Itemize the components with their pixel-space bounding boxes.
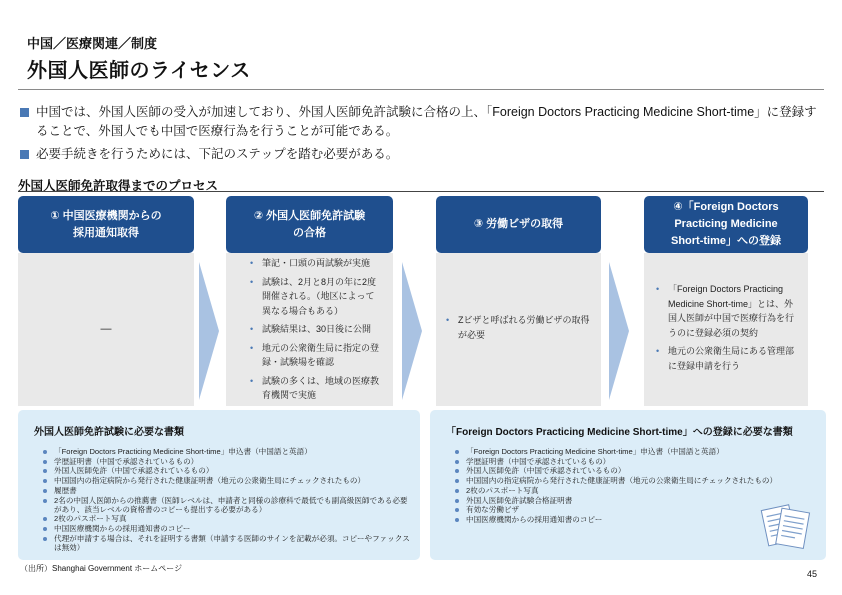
bullet-intro — [20, 103, 826, 141]
step-1-title-line: 採用通知取得 — [73, 226, 139, 239]
panel-item: 外国人医師免許（中国で承認されているもの） — [466, 466, 816, 475]
panel-item: 代理が申請する場合は、それを証明する書類（申請する医師のサインを記載が必須。コピーやファックスは無効） — [54, 533, 410, 553]
step-3-item: • Zビザと呼ばれる労働ビザの取得が必要 — [458, 313, 591, 342]
panel-item: 中国国内の指定病院から発行された健康証明書（地元の公衆衛生局にチェックされたもの） — [466, 476, 816, 485]
step-2-title-line: ② 外国人医師免許試験 — [253, 209, 366, 222]
bullet-text: 中国では、外国人医師の受入が加速しており、外国人医師免許試験に合格の上、「Foreign Doctors Practicing Medicine Short-time」に登録することで、外国人でも中国で医療行為を行うことが可能である。 — [36, 105, 817, 138]
step-3-body — [436, 253, 601, 406]
panel-item: 2枚のパスポート写真 — [466, 486, 816, 495]
step-2-body — [226, 253, 393, 406]
step-1-title-line: ① 中国医療機関からの — [50, 209, 162, 222]
square-bullet-icon — [20, 108, 29, 117]
step-2-item: • 試験の多くは、地域の医療教育機関で実施 — [262, 374, 383, 403]
step-2-title-line: の合格 — [293, 226, 326, 239]
step-4-item: • 「Foreign Doctors Practicing Medicine Short-time」とは、外国人医師が中国で医療行為を行うのに登録必須の契約 — [668, 282, 798, 340]
step-arrow-icon — [402, 262, 422, 400]
bullet-steps — [20, 145, 826, 164]
step-2-item: • 筆記・口頭の両試験が実施 — [262, 256, 383, 271]
step-4-header — [644, 196, 808, 253]
panel-item: 中国国内の指定病院から発行された健康証明書（地元の公衆衛生局にチェックされたもの） — [54, 476, 410, 485]
panel-item: 「Foreign Doctors Practicing Medicine Short-time」申込書（中国語と英語） — [54, 447, 410, 456]
step-2-item: • 地元の公衆衛生局に指定の登録・試験場を確認 — [262, 341, 383, 370]
panel-item: 学歴証明書（中国で承認されているもの） — [54, 457, 410, 466]
panel-item: 外国人医師免許試験合格証明書 — [466, 496, 816, 505]
step-4-title-line: ④「Foreign Doctors — [673, 201, 779, 213]
panel-item: 学歴証明書（中国で承認されているもの） — [466, 457, 816, 466]
step-arrow-icon — [609, 262, 629, 400]
step-3-header — [436, 196, 601, 253]
bullet-text: 必要手続きを行うためには、下記のステップを踏む必要がある。 — [36, 147, 399, 161]
source-note: （出所）Shanghai Government ホームページ — [20, 564, 183, 573]
panel-title: 「Foreign Doctors Practicing Medicine Short-time」への登録に必要な書類 — [446, 427, 793, 438]
panel-item: 中国医療機関からの採用通知書のコピー — [466, 515, 816, 524]
section-divider — [18, 191, 824, 192]
step-2-item: • 試験結果は、30日後に公開 — [262, 322, 383, 337]
documents-icon — [755, 494, 817, 556]
registration-documents-panel — [430, 410, 826, 560]
page-title: 外国人医師のライセンス — [27, 60, 251, 82]
panel-item: 有効な労働ビザ — [466, 505, 816, 514]
panel-item: 中国医療機関からの採用通知書のコピー — [54, 524, 410, 533]
step-2-item: • 試験は、2月と8月の年に2度開催される。（地区によって異なる場合もある） — [262, 275, 383, 319]
panel-item: 外国人医師免許（中国で承認されているもの） — [54, 466, 410, 475]
step-2-header — [226, 196, 393, 253]
step-4-item: • 地元の公衆衛生局にある管理部に登録申請を行う — [668, 344, 798, 373]
step-arrow-icon — [199, 262, 219, 400]
step-3-title-line: ③ 労働ビザの取得 — [473, 218, 564, 230]
step-4-title-line: Practicing Medicine — [674, 218, 778, 230]
step-1-header — [18, 196, 194, 253]
title-divider — [18, 89, 824, 90]
exam-documents-panel — [18, 410, 420, 560]
section-heading: 外国人医師免許取得までのプロセス — [18, 179, 219, 193]
breadcrumb: 中国／医療関連／制度 — [27, 36, 158, 51]
panel-item: 2名の中国人医師からの推薦書（医師レベルは、申請者と同様の診療科で最低でも副高級医師である必要があり、該当レベルの資格書のコピーも提出する必要がある） — [54, 496, 410, 514]
page-number: 45 — [807, 569, 818, 579]
step-1-body-text: — — [100, 323, 112, 336]
step-4-body — [644, 253, 808, 406]
step-4-title-line: Short-time」への登録 — [671, 235, 781, 247]
panel-title: 外国人医師免許試験に必要な書類 — [34, 427, 184, 438]
step-1-body — [18, 253, 194, 406]
panel-item: 「Foreign Doctors Practicing Medicine Short-time」申込書（中国語と英語） — [466, 447, 816, 456]
square-bullet-icon — [20, 150, 29, 159]
panel-item: 2枚のパスポート写真 — [54, 514, 410, 523]
panel-item: 履歴書 — [54, 486, 410, 495]
